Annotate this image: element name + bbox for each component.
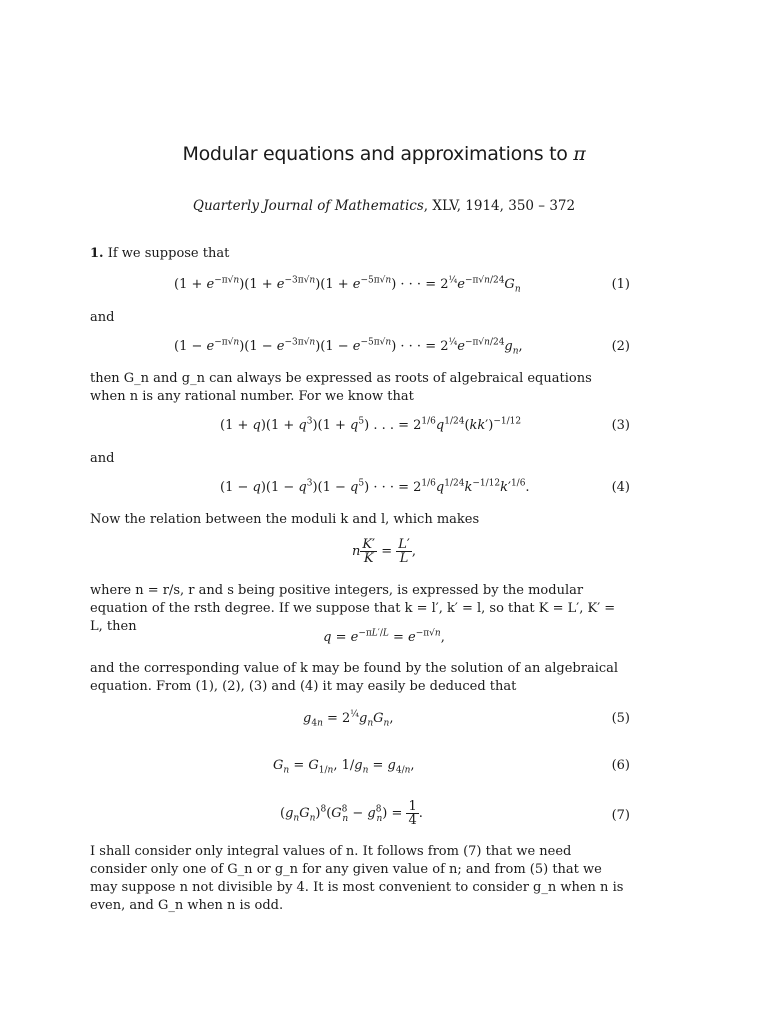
intro-text: If we suppose that — [107, 246, 230, 261]
equation-2 — [90, 339, 630, 361]
equation-3-label: (3) — [611, 418, 630, 433]
citation — [0, 198, 768, 214]
equation-5 — [90, 711, 630, 733]
intro-paragraph — [90, 245, 630, 263]
section-number: 1. — [90, 246, 104, 261]
equation-1-math: $(1 + e^{-\pi√n})(1 + e^{-3\pi√n})(1 + e^{-5\pi√n})$ · · · = $2^{\frac{1}{4}}e^{-\pi√n/24}G_n$ — [174, 275, 521, 295]
title-pi-symbol: π — [573, 143, 586, 165]
equation-2-math: $(1 - e^{-\pi√n})(1 - e^{-3\pi√n})(1 - e^{-5\pi√n})$ · · · = $2^{\frac{1}{4}}e^{-\pi√n/24}g_n$, — [174, 337, 523, 357]
equation-3 — [90, 418, 630, 440]
equation-4 — [90, 480, 630, 502]
page-title — [0, 143, 768, 165]
equation-2-label: (2) — [611, 339, 630, 354]
equation-3-math: $(1 + q)(1 + q^3)(1 + q^5)$ . . . = $2^{1/6}q^{1/24}(kk')^{-1/12}$ — [220, 416, 522, 433]
equation-1 — [90, 277, 630, 299]
equation-7-label: (7) — [611, 808, 630, 823]
title-text: Modular equations and approximations to — [182, 143, 568, 165]
and-2: and — [90, 451, 115, 466]
equation-6 — [90, 758, 630, 780]
paragraph-3: Now the relation between the moduli k and l, which makes — [90, 512, 480, 527]
equation-4-math: $(1 - q)(1 - q^3)(1 - q^5)$ · · · = $2^{1/6}q^{1/24}k^{-1/12}k'^{1/6}$. — [220, 478, 530, 495]
equation-6-math: $G_n = G_{1/n}$, $1/g_n = g_{4/n}$, — [273, 758, 415, 776]
q-definition: $q = e^{-\pi L'/L} = e^{-\pi√n}$, — [323, 628, 445, 645]
journal-details: , XLV, 1914, 350 – 372 — [423, 198, 576, 214]
equation-7-math: $(g_nG_n)^8(G^8_n - g^8_n)$ = $\frac{1}{4}$ . — [280, 799, 423, 828]
paragraph-5: and the corresponding value of k may be found by the solution of an algebraical equation. From (1), (2), (3) and (4) it may easily be deduced that — [90, 661, 619, 694]
modular-relation: n $\frac{K'}{K}$ = $\frac{L'}{L}$ , — [352, 537, 416, 566]
paragraph-4: where n = r/s, r and s being positive integers, is expressed by the modular equation of the rsth degree. If we suppose that k = l′, k′ = l, so that K = L′, K′ = L, then — [90, 583, 616, 634]
journal-name: Quarterly Journal of Mathematics — [192, 198, 424, 214]
equation-4-label: (4) — [611, 480, 630, 495]
paragraph-6: I shall consider only integral values of n. It follows from (7) that we need consider only one of G_n or g_n for any given value of n; and from (5) that we may suppose n not divisible by 4. It is most convenient to consider g_n when n is even, and G_n when n is odd. — [90, 844, 624, 913]
equation-7 — [90, 798, 630, 834]
equation-6-label: (6) — [611, 758, 630, 773]
equation-5-label: (5) — [611, 711, 630, 726]
and-1: and — [90, 310, 115, 325]
paragraph-2: then G_n and g_n can always be expressed as roots of algebraical equations when n is any rational number. For we know that — [90, 371, 592, 404]
equation-1-label: (1) — [611, 277, 630, 292]
equation-5-math: $g_{4n} = 2^{\frac{1}{4}}g_nG_n$, — [303, 709, 394, 729]
